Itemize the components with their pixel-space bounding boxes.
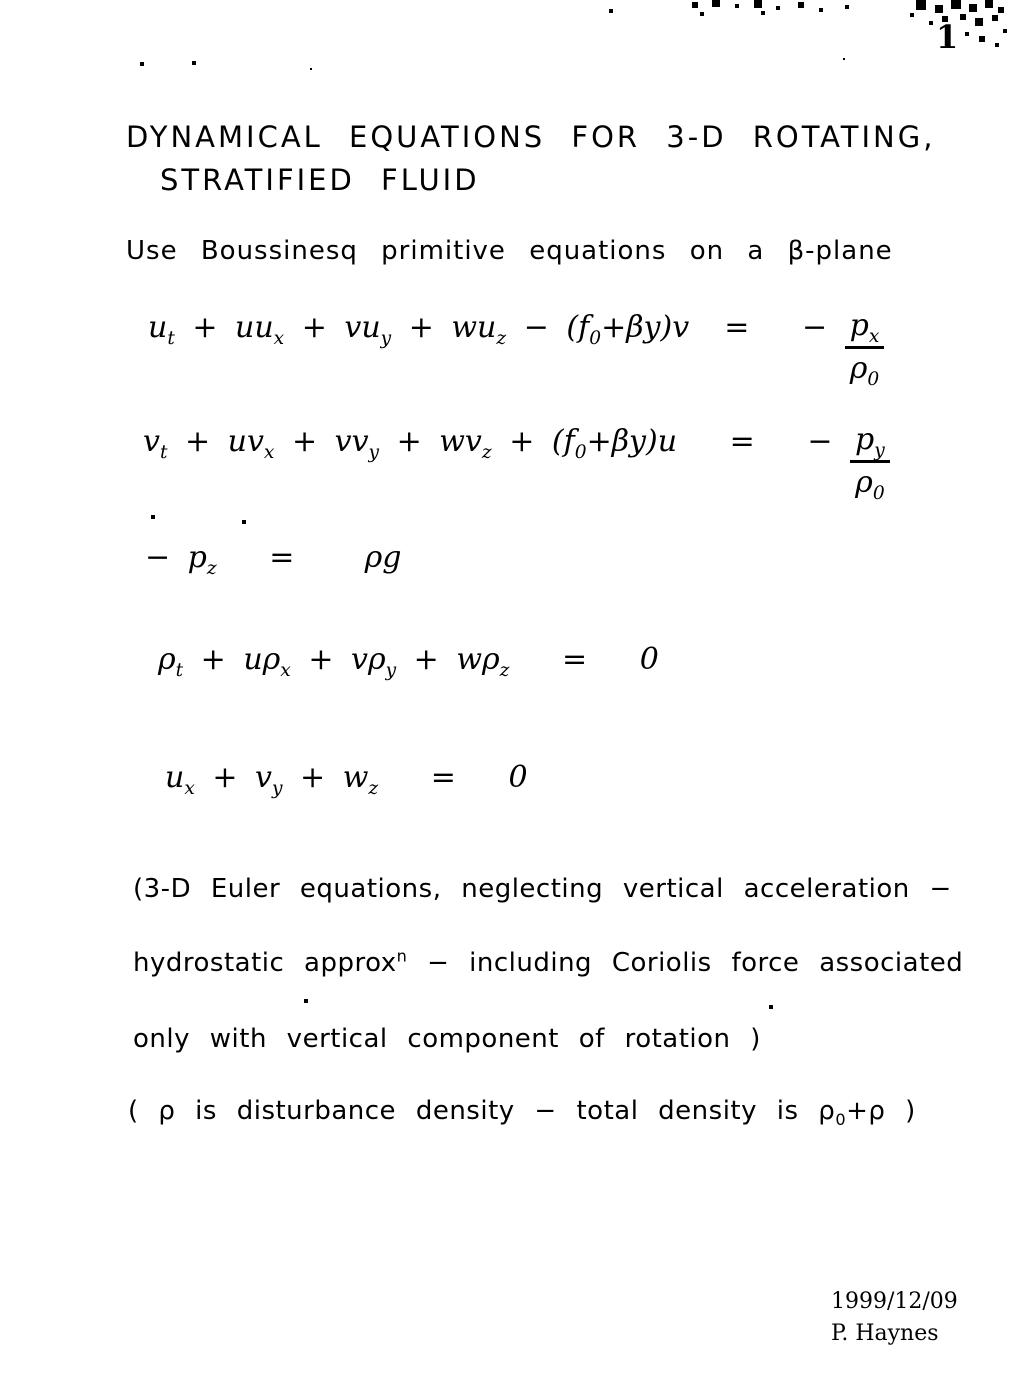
subscript: x: [263, 442, 275, 463]
note-line-3: only with vertical component of rotation ): [133, 1024, 761, 1054]
superscript: n: [396, 946, 408, 966]
equation-continuity: $u_x + v_y + w_z = 0$: [165, 760, 528, 799]
subscript: t: [175, 660, 184, 681]
subscript: y: [874, 440, 885, 461]
fraction: [845, 308, 885, 390]
subscript: 0: [867, 368, 880, 390]
subscript: x: [273, 328, 285, 349]
equation-u-momentum: $u_t + uu_x + vu_y + wu_z - (f_0+\beta y)v$ = − $\frac{p_x}{\rho_0}$: [148, 310, 884, 384]
subscript: y: [385, 660, 397, 681]
fraction-numerator: $p_y$: [850, 424, 890, 463]
subscript: z: [481, 442, 492, 463]
subscript: y: [380, 328, 392, 349]
footer-author: P. Haynes: [831, 1320, 939, 1346]
subscript: 0: [872, 482, 885, 504]
equation-hydrostatic: − $p_z$ = ρg: [145, 540, 402, 579]
note-line-1: (3-D Euler equations, neglecting vertical acceleration −: [133, 874, 952, 904]
equation-v-momentum: $v_t + uv_x + vv_y + wv_z + (f_0+\beta y)u$ = − $\frac{p_y}{\rho_0}$: [143, 424, 890, 498]
fraction: [850, 422, 890, 504]
note-line-4: ( ρ is disturbance density − total density is $\rho_0+\rho$ ): [128, 1096, 916, 1130]
footer: [831, 1286, 958, 1350]
subscript: 0: [589, 328, 602, 349]
page-number-mark: 1: [936, 18, 959, 56]
subscript: t: [159, 442, 168, 463]
subscript: 0: [835, 1110, 847, 1130]
subscript: z: [496, 328, 507, 349]
scan-noise-artifacts: [0, 0, 2, 2]
equation-density: $\rho_t + u\rho_x + v\rho_y + w\rho_z = 0$: [158, 642, 659, 681]
subscript: z: [206, 558, 217, 579]
subscript: y: [368, 442, 380, 463]
subscript: x: [868, 326, 880, 347]
fraction-numerator: $p_x$: [845, 310, 885, 349]
subscript: t: [167, 328, 175, 349]
subscript: 0: [574, 442, 587, 463]
footer-date: 1999/12/09: [831, 1289, 958, 1314]
subscript: x: [280, 660, 291, 681]
subscript: z: [499, 660, 510, 681]
subscript: z: [368, 778, 379, 799]
subscript: x: [184, 778, 195, 799]
page-title-line-2: STRATIFIED FLUID: [160, 163, 480, 197]
page-title-line-1: DYNAMICAL EQUATIONS FOR 3-D ROTATING,: [126, 120, 936, 154]
intro-line: Use Boussinesq primitive equations on a β-plane: [126, 236, 893, 266]
fraction-denominator: $\rho_0$: [855, 464, 885, 504]
note-line-2: hydrostatic approx$^n$ − including Coriolis force associated: [133, 946, 964, 978]
subscript: y: [272, 778, 283, 799]
fraction-denominator: $\rho_0$: [849, 350, 880, 390]
